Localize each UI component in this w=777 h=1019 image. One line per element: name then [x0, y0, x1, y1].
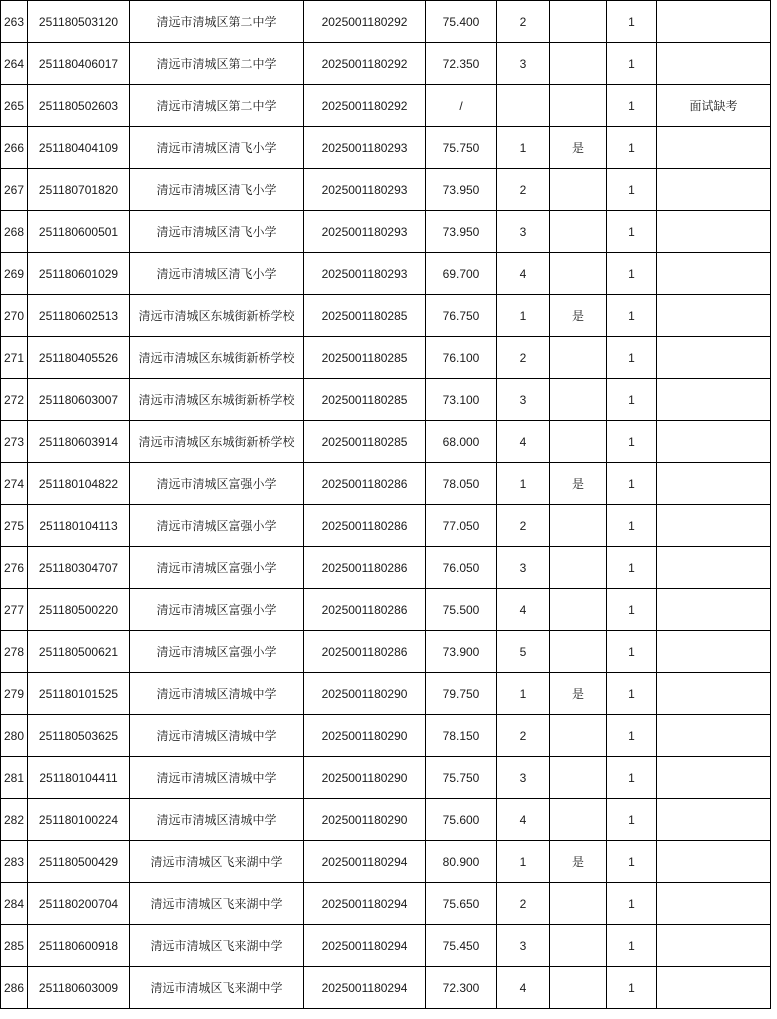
cell-rank: 3: [497, 547, 550, 589]
cell-row-number: 272: [1, 379, 28, 421]
cell-selected-flag: [550, 43, 607, 85]
cell-quota: 1: [607, 547, 657, 589]
cell-remark: [657, 631, 771, 673]
cell-remark: [657, 883, 771, 925]
cell-post-code: 2025001180290: [304, 715, 426, 757]
cell-rank: 1: [497, 127, 550, 169]
cell-school-name: 清远市清城区飞来湖中学: [130, 925, 304, 967]
cell-post-code: 2025001180293: [304, 127, 426, 169]
cell-selected-flag: [550, 631, 607, 673]
cell-post-code: 2025001180285: [304, 337, 426, 379]
cell-post-code: 2025001180290: [304, 673, 426, 715]
table-row: [1, 757, 771, 799]
table-row: [1, 379, 771, 421]
cell-school-name: 清远市清城区东城街新桥学校: [130, 337, 304, 379]
cell-selected-flag: [550, 505, 607, 547]
cell-post-code: 2025001180294: [304, 967, 426, 1009]
cell-school-name: 清远市清城区东城街新桥学校: [130, 379, 304, 421]
table-row: [1, 799, 771, 841]
cell-quota: 1: [607, 337, 657, 379]
table-row: [1, 1, 771, 43]
cell-interview-score: 75.500: [426, 589, 497, 631]
cell-remark: [657, 925, 771, 967]
cell-exam-id: 251180500220: [28, 589, 130, 631]
table-row: [1, 127, 771, 169]
cell-quota: 1: [607, 883, 657, 925]
cell-row-number: 263: [1, 1, 28, 43]
cell-interview-score: 73.950: [426, 211, 497, 253]
table-row: [1, 85, 771, 127]
cell-quota: 1: [607, 841, 657, 883]
cell-rank: 4: [497, 253, 550, 295]
cell-school-name: 清远市清城区清飞小学: [130, 127, 304, 169]
cell-quota: 1: [607, 379, 657, 421]
cell-row-number: 280: [1, 715, 28, 757]
cell-rank: 2: [497, 169, 550, 211]
cell-post-code: 2025001180286: [304, 463, 426, 505]
table-row: [1, 631, 771, 673]
table-row: [1, 295, 771, 337]
cell-remark: [657, 253, 771, 295]
cell-school-name: 清远市清城区第二中学: [130, 43, 304, 85]
cell-post-code: 2025001180293: [304, 169, 426, 211]
cell-selected-flag: [550, 589, 607, 631]
cell-remark: [657, 379, 771, 421]
cell-selected-flag: [550, 169, 607, 211]
cell-interview-score: 73.100: [426, 379, 497, 421]
cell-selected-flag: [550, 1, 607, 43]
cell-remark: [657, 1, 771, 43]
cell-interview-score: 73.900: [426, 631, 497, 673]
cell-rank: 3: [497, 211, 550, 253]
cell-selected-flag: [550, 715, 607, 757]
cell-school-name: 清远市清城区清城中学: [130, 757, 304, 799]
cell-rank: 5: [497, 631, 550, 673]
cell-exam-id: 251180101525: [28, 673, 130, 715]
cell-interview-score: 75.650: [426, 883, 497, 925]
table-row: [1, 505, 771, 547]
cell-row-number: 279: [1, 673, 28, 715]
cell-post-code: 2025001180292: [304, 85, 426, 127]
cell-rank: 1: [497, 295, 550, 337]
cell-school-name: 清远市清城区第二中学: [130, 85, 304, 127]
table-row: [1, 43, 771, 85]
cell-interview-score: 72.300: [426, 967, 497, 1009]
cell-selected-flag: 是: [550, 127, 607, 169]
cell-exam-id: 251180104411: [28, 757, 130, 799]
cell-remark: [657, 505, 771, 547]
cell-post-code: 2025001180285: [304, 379, 426, 421]
cell-row-number: 285: [1, 925, 28, 967]
cell-exam-id: 251180500621: [28, 631, 130, 673]
cell-exam-id: 251180104822: [28, 463, 130, 505]
cell-row-number: 268: [1, 211, 28, 253]
table-row: [1, 967, 771, 1009]
cell-exam-id: 251180304707: [28, 547, 130, 589]
cell-school-name: 清远市清城区东城街新桥学校: [130, 421, 304, 463]
cell-exam-id: 251180500429: [28, 841, 130, 883]
table-row: [1, 715, 771, 757]
table-row: [1, 463, 771, 505]
cell-school-name: 清远市清城区东城街新桥学校: [130, 295, 304, 337]
cell-row-number: 276: [1, 547, 28, 589]
cell-remark: [657, 295, 771, 337]
cell-selected-flag: [550, 211, 607, 253]
cell-quota: 1: [607, 757, 657, 799]
cell-post-code: 2025001180285: [304, 421, 426, 463]
cell-interview-score: 80.900: [426, 841, 497, 883]
cell-quota: 1: [607, 967, 657, 1009]
cell-remark: [657, 463, 771, 505]
cell-row-number: 271: [1, 337, 28, 379]
cell-selected-flag: 是: [550, 673, 607, 715]
cell-exam-id: 251180603914: [28, 421, 130, 463]
cell-rank: 1: [497, 673, 550, 715]
cell-post-code: 2025001180290: [304, 757, 426, 799]
cell-school-name: 清远市清城区富强小学: [130, 463, 304, 505]
table-row: [1, 337, 771, 379]
cell-quota: 1: [607, 463, 657, 505]
cell-row-number: 283: [1, 841, 28, 883]
cell-remark: [657, 127, 771, 169]
cell-selected-flag: [550, 85, 607, 127]
cell-selected-flag: [550, 883, 607, 925]
table-row: [1, 673, 771, 715]
cell-rank: 2: [497, 715, 550, 757]
cell-row-number: 274: [1, 463, 28, 505]
cell-interview-score: 68.000: [426, 421, 497, 463]
cell-school-name: 清远市清城区清城中学: [130, 799, 304, 841]
cell-post-code: 2025001180294: [304, 925, 426, 967]
cell-post-code: 2025001180286: [304, 631, 426, 673]
cell-quota: 1: [607, 715, 657, 757]
cell-school-name: 清远市清城区清飞小学: [130, 211, 304, 253]
cell-post-code: 2025001180293: [304, 253, 426, 295]
cell-quota: 1: [607, 295, 657, 337]
cell-interview-score: 75.750: [426, 757, 497, 799]
cell-exam-id: 251180503120: [28, 1, 130, 43]
cell-row-number: 266: [1, 127, 28, 169]
cell-quota: 1: [607, 211, 657, 253]
cell-interview-score: 72.350: [426, 43, 497, 85]
cell-quota: 1: [607, 925, 657, 967]
cell-school-name: 清远市清城区富强小学: [130, 547, 304, 589]
cell-selected-flag: [550, 925, 607, 967]
cell-row-number: 286: [1, 967, 28, 1009]
cell-exam-id: 251180406017: [28, 43, 130, 85]
cell-selected-flag: [550, 799, 607, 841]
cell-selected-flag: [550, 757, 607, 799]
cell-remark: [657, 211, 771, 253]
cell-exam-id: 251180601029: [28, 253, 130, 295]
cell-rank: 2: [497, 883, 550, 925]
cell-post-code: 2025001180294: [304, 883, 426, 925]
cell-selected-flag: 是: [550, 295, 607, 337]
cell-exam-id: 251180603007: [28, 379, 130, 421]
cell-interview-score: 78.050: [426, 463, 497, 505]
cell-remark: [657, 673, 771, 715]
cell-post-code: 2025001180290: [304, 799, 426, 841]
cell-remark: 面试缺考: [657, 85, 771, 127]
cell-remark: [657, 589, 771, 631]
cell-interview-score: 69.700: [426, 253, 497, 295]
cell-row-number: 267: [1, 169, 28, 211]
cell-exam-id: 251180600918: [28, 925, 130, 967]
cell-remark: [657, 169, 771, 211]
cell-remark: [657, 799, 771, 841]
cell-quota: 1: [607, 1, 657, 43]
cell-post-code: 2025001180293: [304, 211, 426, 253]
cell-row-number: 270: [1, 295, 28, 337]
cell-selected-flag: [550, 253, 607, 295]
cell-rank: 1: [497, 463, 550, 505]
cell-exam-id: 251180602513: [28, 295, 130, 337]
cell-row-number: 269: [1, 253, 28, 295]
cell-interview-score: 79.750: [426, 673, 497, 715]
cell-exam-id: 251180701820: [28, 169, 130, 211]
cell-interview-score: 76.050: [426, 547, 497, 589]
cell-post-code: 2025001180286: [304, 589, 426, 631]
cell-interview-score: 75.400: [426, 1, 497, 43]
table-row: [1, 211, 771, 253]
cell-post-code: 2025001180292: [304, 1, 426, 43]
cell-selected-flag: [550, 967, 607, 1009]
cell-school-name: 清远市清城区清城中学: [130, 673, 304, 715]
cell-rank: 4: [497, 967, 550, 1009]
table-row: [1, 169, 771, 211]
cell-exam-id: 251180104113: [28, 505, 130, 547]
cell-remark: [657, 757, 771, 799]
cell-quota: 1: [607, 421, 657, 463]
cell-interview-score: /: [426, 85, 497, 127]
cell-interview-score: 75.750: [426, 127, 497, 169]
cell-interview-score: 75.450: [426, 925, 497, 967]
cell-selected-flag: [550, 547, 607, 589]
cell-quota: 1: [607, 43, 657, 85]
cell-interview-score: 78.150: [426, 715, 497, 757]
cell-school-name: 清远市清城区飞来湖中学: [130, 841, 304, 883]
cell-rank: 3: [497, 925, 550, 967]
cell-quota: 1: [607, 589, 657, 631]
cell-remark: [657, 967, 771, 1009]
cell-selected-flag: [550, 421, 607, 463]
cell-school-name: 清远市清城区富强小学: [130, 505, 304, 547]
cell-rank: 4: [497, 421, 550, 463]
cell-row-number: 278: [1, 631, 28, 673]
cell-school-name: 清远市清城区飞来湖中学: [130, 967, 304, 1009]
cell-selected-flag: 是: [550, 841, 607, 883]
cell-remark: [657, 547, 771, 589]
cell-school-name: 清远市清城区富强小学: [130, 631, 304, 673]
cell-exam-id: 251180404109: [28, 127, 130, 169]
cell-rank: 4: [497, 799, 550, 841]
cell-row-number: 277: [1, 589, 28, 631]
table-body: [1, 0, 771, 1009]
table-row: [1, 589, 771, 631]
table-row: [1, 883, 771, 925]
cell-school-name: 清远市清城区清飞小学: [130, 169, 304, 211]
cell-exam-id: 251180405526: [28, 337, 130, 379]
cell-selected-flag: [550, 337, 607, 379]
cell-interview-score: 77.050: [426, 505, 497, 547]
cell-post-code: 2025001180292: [304, 43, 426, 85]
cell-interview-score: 76.750: [426, 295, 497, 337]
table-row: [1, 925, 771, 967]
cell-interview-score: 75.600: [426, 799, 497, 841]
cell-school-name: 清远市清城区清飞小学: [130, 253, 304, 295]
table-row: [1, 421, 771, 463]
cell-school-name: 清远市清城区清城中学: [130, 715, 304, 757]
cell-selected-flag: 是: [550, 463, 607, 505]
table-row: [1, 547, 771, 589]
cell-quota: 1: [607, 631, 657, 673]
cell-school-name: 清远市清城区第二中学: [130, 1, 304, 43]
cell-remark: [657, 421, 771, 463]
cell-row-number: 284: [1, 883, 28, 925]
cell-remark: [657, 715, 771, 757]
cell-row-number: 275: [1, 505, 28, 547]
cell-post-code: 2025001180286: [304, 547, 426, 589]
cell-post-code: 2025001180294: [304, 841, 426, 883]
cell-interview-score: 76.100: [426, 337, 497, 379]
cell-rank: 2: [497, 337, 550, 379]
cell-exam-id: 251180603009: [28, 967, 130, 1009]
cell-school-name: 清远市清城区飞来湖中学: [130, 883, 304, 925]
cell-quota: 1: [607, 673, 657, 715]
cell-quota: 1: [607, 127, 657, 169]
cell-quota: 1: [607, 799, 657, 841]
cell-post-code: 2025001180286: [304, 505, 426, 547]
cell-row-number: 282: [1, 799, 28, 841]
cell-quota: 1: [607, 253, 657, 295]
cell-rank: 3: [497, 757, 550, 799]
cell-rank: 2: [497, 505, 550, 547]
table-row: [1, 841, 771, 883]
cell-rank: [497, 85, 550, 127]
cell-selected-flag: [550, 379, 607, 421]
cell-rank: 3: [497, 43, 550, 85]
cell-row-number: 264: [1, 43, 28, 85]
cell-row-number: 281: [1, 757, 28, 799]
cell-remark: [657, 337, 771, 379]
cell-exam-id: 251180100224: [28, 799, 130, 841]
cell-exam-id: 251180503625: [28, 715, 130, 757]
cell-post-code: 2025001180285: [304, 295, 426, 337]
cell-interview-score: 73.950: [426, 169, 497, 211]
cell-exam-id: 251180600501: [28, 211, 130, 253]
cell-remark: [657, 841, 771, 883]
cell-exam-id: 251180200704: [28, 883, 130, 925]
cell-rank: 2: [497, 1, 550, 43]
cell-row-number: 273: [1, 421, 28, 463]
cell-rank: 4: [497, 589, 550, 631]
cell-quota: 1: [607, 505, 657, 547]
cell-rank: 1: [497, 841, 550, 883]
cell-school-name: 清远市清城区富强小学: [130, 589, 304, 631]
table-row: [1, 253, 771, 295]
cell-quota: 1: [607, 85, 657, 127]
cell-rank: 3: [497, 379, 550, 421]
cell-row-number: 265: [1, 85, 28, 127]
cell-exam-id: 251180502603: [28, 85, 130, 127]
cell-quota: 1: [607, 169, 657, 211]
cell-remark: [657, 43, 771, 85]
